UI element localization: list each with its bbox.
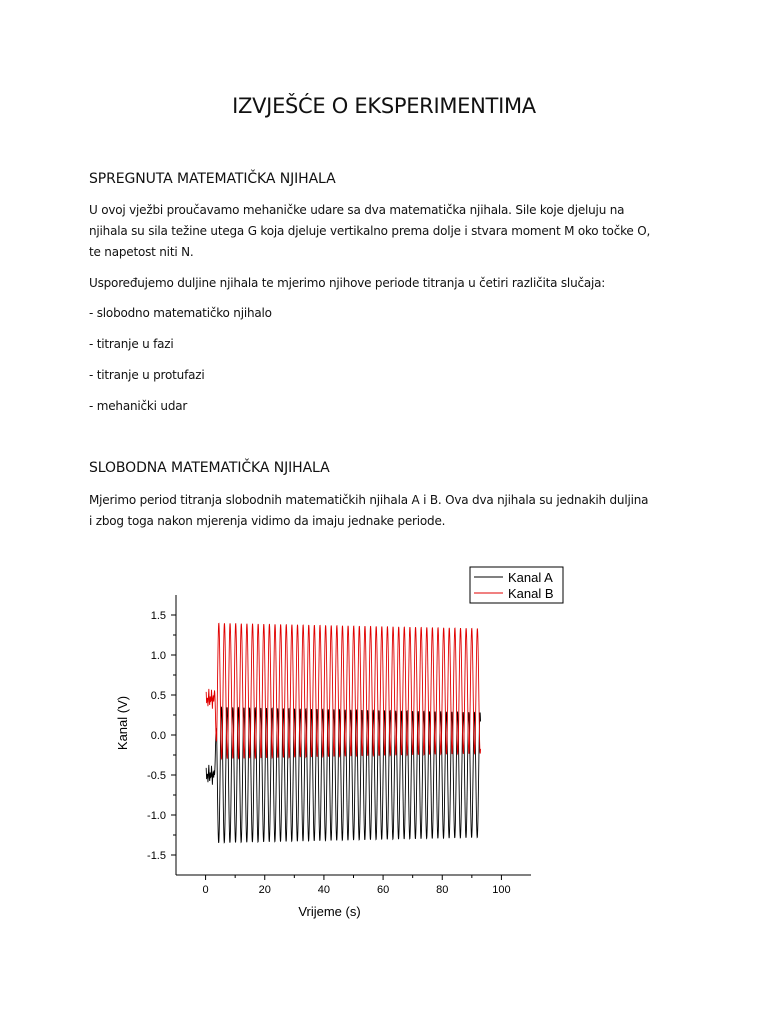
x-tick-label: 0 bbox=[202, 884, 209, 896]
section-heading-slobodna: SLOBODNA MATEMATIČKA NJIHALA bbox=[89, 460, 330, 476]
paragraph-period-line-1: Mjerimo period titranja slobodnih matematičkih njihala A i B. Ova dva njihala su jednakih duljina bbox=[89, 493, 649, 507]
page-title: IZVJEŠĆE O EKSPERIMENTIMA bbox=[232, 94, 536, 118]
paragraph-period-line-2: i zbog toga nakon mjerenja vidimo da imaju jednake periode. bbox=[89, 514, 446, 528]
list-item-u-fazi: - titranje u fazi bbox=[89, 337, 174, 351]
paragraph-intro-line-1: U ovoj vježbi proučavamo mehaničke udare sa dva matematička njihala. Sile koje djeluju na bbox=[89, 203, 625, 217]
y-tick-label: 1.5 bbox=[150, 610, 166, 622]
paragraph-intro-line-2: njihala su sila težine utega G koja djeluje vertikalno prema dolje i stvara moment M oko točke O, bbox=[89, 224, 651, 238]
x-tick-label: 20 bbox=[258, 884, 271, 896]
x-tick-label: 100 bbox=[492, 884, 511, 896]
list-item-udar: - mehanički udar bbox=[89, 399, 188, 413]
x-tick-label: 60 bbox=[376, 884, 390, 896]
x-tick-label: 80 bbox=[436, 884, 449, 896]
oscillation-chart bbox=[100, 555, 580, 935]
list-item-slobodno: - slobodno matematičko njihalo bbox=[89, 306, 272, 320]
chart-legend bbox=[470, 567, 563, 603]
y-tick-label: -1.0 bbox=[147, 810, 166, 822]
section-heading-spregnuta: SPREGNUTA MATEMATIČKA NJIHALA bbox=[89, 171, 336, 187]
y-tick-label: 0.0 bbox=[150, 730, 166, 742]
legend-label: Kanal B bbox=[508, 586, 554, 601]
paragraph-cases: Uspoređujemo duljine njihala te mjerimo njihove periode titranja u četiri različita slučaja: bbox=[89, 276, 606, 290]
series-line-kanal-b bbox=[206, 623, 480, 758]
y-axis-label: Kanal (V) bbox=[115, 695, 130, 751]
list-item-protufazi: - titranje u protufazi bbox=[89, 368, 205, 382]
y-tick-label: -1.5 bbox=[147, 850, 166, 862]
paragraph-intro-line-3: te napetost niti N. bbox=[89, 245, 194, 259]
y-tick-label: 0.5 bbox=[150, 690, 166, 702]
legend-label: Kanal A bbox=[508, 570, 553, 585]
x-tick-label: 40 bbox=[317, 884, 331, 896]
y-tick-label: -0.5 bbox=[147, 770, 166, 782]
series-line-kanal-a bbox=[206, 707, 480, 842]
x-axis-label: Vrijeme (s) bbox=[298, 904, 361, 919]
y-tick-label: 1.0 bbox=[150, 650, 166, 662]
plot-lines bbox=[206, 623, 480, 843]
